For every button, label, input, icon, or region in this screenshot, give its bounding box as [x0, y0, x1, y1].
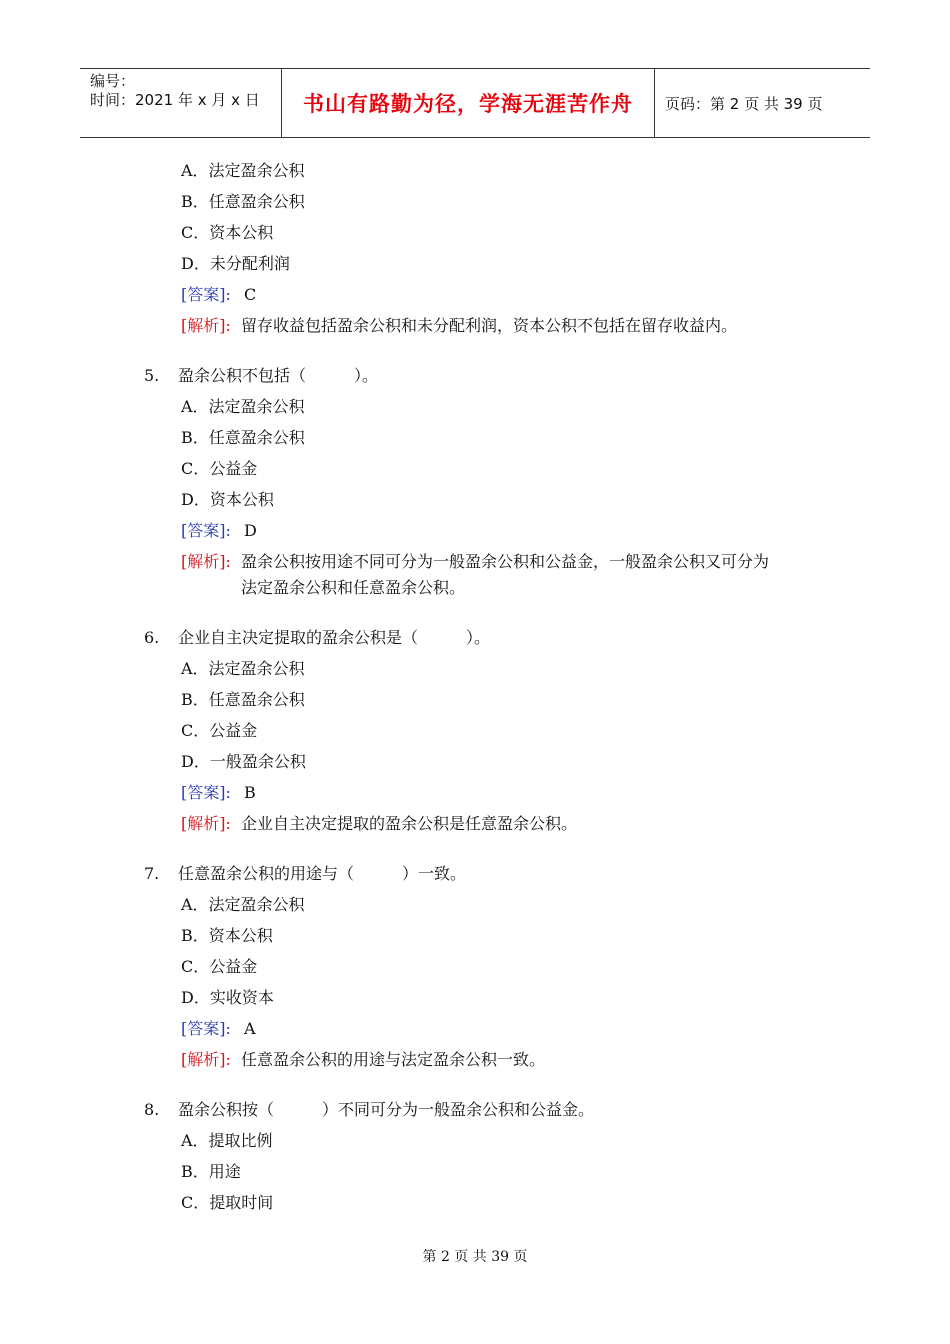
option: D．实收资本: [181, 988, 274, 1007]
question-text: 企业自主决定提取的盈余公积是（ ）。: [178, 628, 491, 647]
option: C．公益金: [181, 459, 258, 478]
answer-tag: [答案]:: [181, 521, 231, 540]
motto: 书山有路勤为径，学海无涯苦作舟: [303, 92, 633, 116]
answer-tag: [答案]:: [181, 783, 231, 802]
explanation-text: 企业自主决定提取的盈余公积是任意盈余公积。: [241, 814, 578, 833]
option: D．一般盈余公积: [181, 752, 306, 771]
option: A．法定盈余公积: [181, 161, 305, 180]
option: C．公益金: [181, 957, 258, 976]
header-page-info: [665, 69, 870, 137]
question-text: 盈余公积按（ ）不同可分为一般盈余公积和公益金。: [178, 1100, 595, 1119]
option: B．任意盈余公积: [181, 690, 305, 709]
option: A．法定盈余公积: [181, 659, 305, 678]
question-number: 5.: [144, 366, 160, 385]
explanation-text: 留存收益包括盈余公积和未分配利润，资本公积不包括在留存收益内。: [241, 316, 738, 335]
option: A．法定盈余公积: [181, 397, 305, 416]
page-header: [80, 68, 870, 138]
page-info: 页码：第 2 页 共 39 页: [665, 94, 823, 113]
option: C．资本公积: [181, 223, 274, 242]
option: A．法定盈余公积: [181, 895, 305, 914]
explanation-tag: [解析]:: [181, 1050, 231, 1069]
question-text: 任意盈余公积的用途与（ ）一致。: [178, 864, 467, 883]
answer-value: C: [244, 285, 257, 304]
answer-tag: [答案]:: [181, 285, 231, 304]
explanation-text: 法定盈余公积和任意盈余公积。: [241, 578, 466, 597]
option: C．提取时间: [181, 1193, 274, 1212]
answer-value: B: [244, 783, 256, 802]
question-number: 7.: [144, 864, 160, 883]
header-meta: [80, 69, 280, 140]
explanation-text: 任意盈余公积的用途与法定盈余公积一致。: [241, 1050, 546, 1069]
answer-tag: [答案]:: [181, 1019, 231, 1038]
question-number: 6.: [144, 628, 160, 647]
header-motto-cell: [281, 69, 655, 137]
option: D．未分配利润: [181, 254, 290, 273]
answer-value: D: [244, 521, 257, 540]
time-label: 时间：2021 年 x 月 x 日: [90, 91, 260, 109]
explanation-text: 盈余公积按用途不同可分为一般盈余公积和公益金，一般盈余公积又可分为: [241, 552, 770, 571]
option: B．用途: [181, 1162, 241, 1181]
explanation-tag: [解析]:: [181, 814, 231, 833]
question-text: 盈余公积不包括（ ）。: [178, 366, 379, 385]
option: D．资本公积: [181, 490, 274, 509]
question-number: 8.: [144, 1100, 160, 1119]
option: C．公益金: [181, 721, 258, 740]
number-label: 编号：: [90, 72, 136, 90]
option: A．提取比例: [181, 1131, 273, 1150]
option: B．任意盈余公积: [181, 192, 305, 211]
answer-value: A: [244, 1019, 256, 1038]
option: B．资本公积: [181, 926, 273, 945]
explanation-tag: [解析]:: [181, 552, 231, 571]
explanation-tag: [解析]:: [181, 316, 231, 335]
page-footer: 第 2 页 共 39 页: [422, 1249, 528, 1265]
option: B．任意盈余公积: [181, 428, 305, 447]
